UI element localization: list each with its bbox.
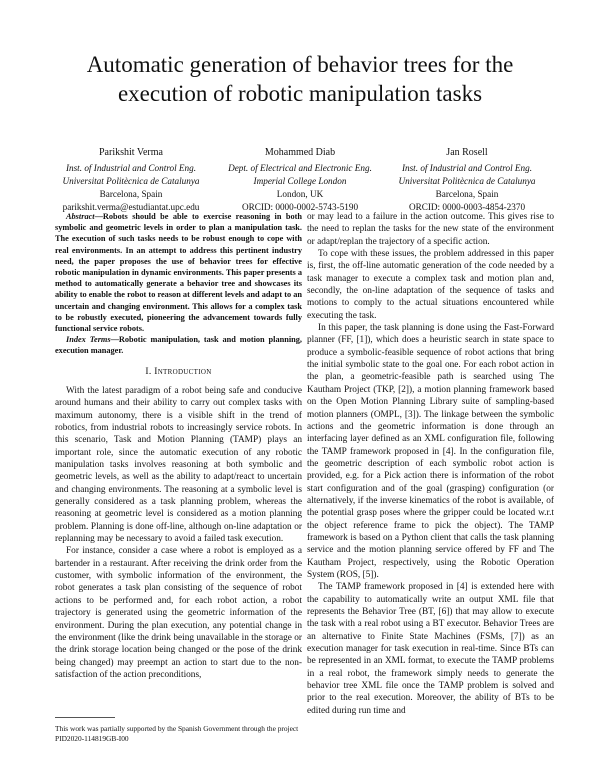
abstract-lead: Abstract: [66, 212, 95, 221]
author-contact: ORCID: 0000-0002-5743-5190: [241, 202, 359, 212]
author-block-2: [205, 146, 395, 214]
author-institution: Universitat Politècnica de Catalunya: [398, 176, 536, 186]
right-column: [307, 211, 554, 717]
author-city: London, UK: [276, 189, 324, 199]
index-terms-lead: Index Terms: [66, 335, 111, 345]
author-affiliation: Inst. of Industrial and Control Eng.: [65, 163, 197, 173]
author-block-3: [372, 146, 562, 214]
paper-title: Automatic generation of behavior trees for the execution of robotic manipulation tasks: [86, 52, 514, 106]
author-affiliation: Inst. of Industrial and Control Eng.: [401, 163, 533, 173]
author-contact: ORCID: 0000-0003-4854-2370: [408, 202, 526, 212]
author-name: Parikshit Verma: [99, 147, 163, 158]
abstract: [55, 211, 302, 334]
abstract-text: —Robots should be able to exercise reasoning in both symbolic and geometric levels in order to plan a manipulation task. The execution of such tasks needs to be robust enough to cope with real environments. In an attempt to address this pertinent industry need, the paper proposes the use of behavior trees for effective robotic manipulation in dynamic environments. This paper presents a method to automatically generate a behavior tree and showcases its ability to enable the robot to reason at different levels and adapt to an uncertain and changing environment. This allows for a complex task to be robustly executed, pioneering the advancement towards fully functional service robots.: [55, 212, 302, 334]
author-institution: Imperial College London: [253, 176, 347, 186]
author-contact: parikshit.verma@estudiantat.upc.edu: [62, 202, 200, 212]
left-column: [55, 211, 302, 681]
author-affiliation: Dept. of Electrical and Electronic Eng.: [228, 163, 372, 173]
paragraph: In this paper, the task planning is done using the Fast-Forward planner (FF, [1]), which does a heuristic search in state space to produce a symbolic-feasible sequence of robot actions that bring the initial symbolic state to the goal one. For each robot action in the plan, a geometric-feasible path is searched using The Kautham Project (TKP, [2]), a motion planning framework based on the Open Motion Planning Library suite of sampling-based motion planners (OMPL, [3]). The linkage between the symbolic actions and the geometric information is done through an interfacing layer defined as an XML configuration file, following the TAMP framework proposed in [4]. In the configuration file, the geometric description of each symbolic robot action is provided, e.g. for a Pick action there is information of the robot start configuration and of the goal (grasping) configuration (or alternatively, if the inverse kinematics of the robot is available, of the potential grasp poses where the gripper could be located w.r.t the object reference frame to pick the object). The TAMP framework is based on a Python client that calls the task planning service and the motion planning service offered by FF and The Kautham Project, respectively, using the Robotic Operation System (ROS, [5]).: [307, 323, 554, 580]
author-city: Barcelona, Spain: [435, 189, 499, 199]
author-institution: Universitat Politècnica de Catalunya: [62, 176, 200, 186]
paragraph: To cope with these issues, the problem addressed in this paper is, first, the off-line automatic generation of the code needed by a task manager to execute a complex task and motion plan and, secondly, the on-line adaptation of the sequence of tasks and motions to comply to the actual situations encountered while executing the task.: [307, 249, 554, 321]
index-terms: [55, 334, 302, 356]
author-block-1: [36, 146, 226, 214]
footnote-rule: [55, 717, 115, 718]
author-name: Jan Rosell: [446, 147, 488, 158]
paragraph: or may lead to a failure in the action outcome. This gives rise to the need to replan the tasks for the new state of the environment or adapt/replan the trajectory of a specific action.: [307, 212, 554, 247]
footnote: This work was partially supported by the Spanish Government through the project PID2020-114819GB-I00: [55, 724, 299, 743]
index-terms-text: —Robotic manipulation, task and motion planning, execution manager.: [55, 335, 302, 356]
author-city: Barcelona, Spain: [99, 189, 163, 199]
paragraph: The TAMP framework proposed in [4] is extended here with the capability to automatically write an output XML file that represents the Behavior Tree (BT, [6]) that may allow to execute the task with a real robot using a BT executor. Behavior Trees are an alternative to Finite State Machines (FSMs, [7]) as an execution manager for task execution in real-time. Since BTs can be represented in an XML format, to execute the TAMP problems in a real robot, the framework simply needs to generate the behavior tree XML file once the TAMP problem is solved and prior to the real execution. Moreover, the ability of BTs to be edited during run time and: [307, 582, 554, 716]
paragraph: For instance, consider a case where a robot is employed as a bartender in a restaurant. After receiving the drink order from the customer, with symbolic information of the environment, the robot generates a task plan consisting of the sequence of robot actions to be performed and, for each robot action, a robot trajectory is generated using the geometric information of the environment. During the plan execution, any potential change in the environment (like the drink being unavailable in the storage or the drink storage location being changed or the pose of the drink being changed) may preempt an action to start due to the non-satisfaction of the action preconditions,: [55, 546, 302, 680]
paragraph: With the latest paradigm of a robot being safe and conducive around humans and their ability to carry out complex tasks with maximum autonomy, there is a visible shift in the trend of robotics, from industrial robots to increasingly service robots. In this scenario, Task and Motion Planning (TAMP) plays an important role, since the automatic execution of any robotic manipulation tasks involves reasoning at both symbolic and geometric levels, as well as the ability to adapt/react to uncertain and changing environments. The reasoning at a symbolic level is generally considered as a task planning problem, whereas the reasoning at geometric level is considered as a motion planning problem. Planning is done off-line, although on-line adaptation or replanning may be necessary to avoid a failed task execution.: [55, 385, 302, 545]
section-heading: I. Introduction: [145, 366, 212, 377]
author-name: Mohammed Diab: [264, 147, 336, 158]
